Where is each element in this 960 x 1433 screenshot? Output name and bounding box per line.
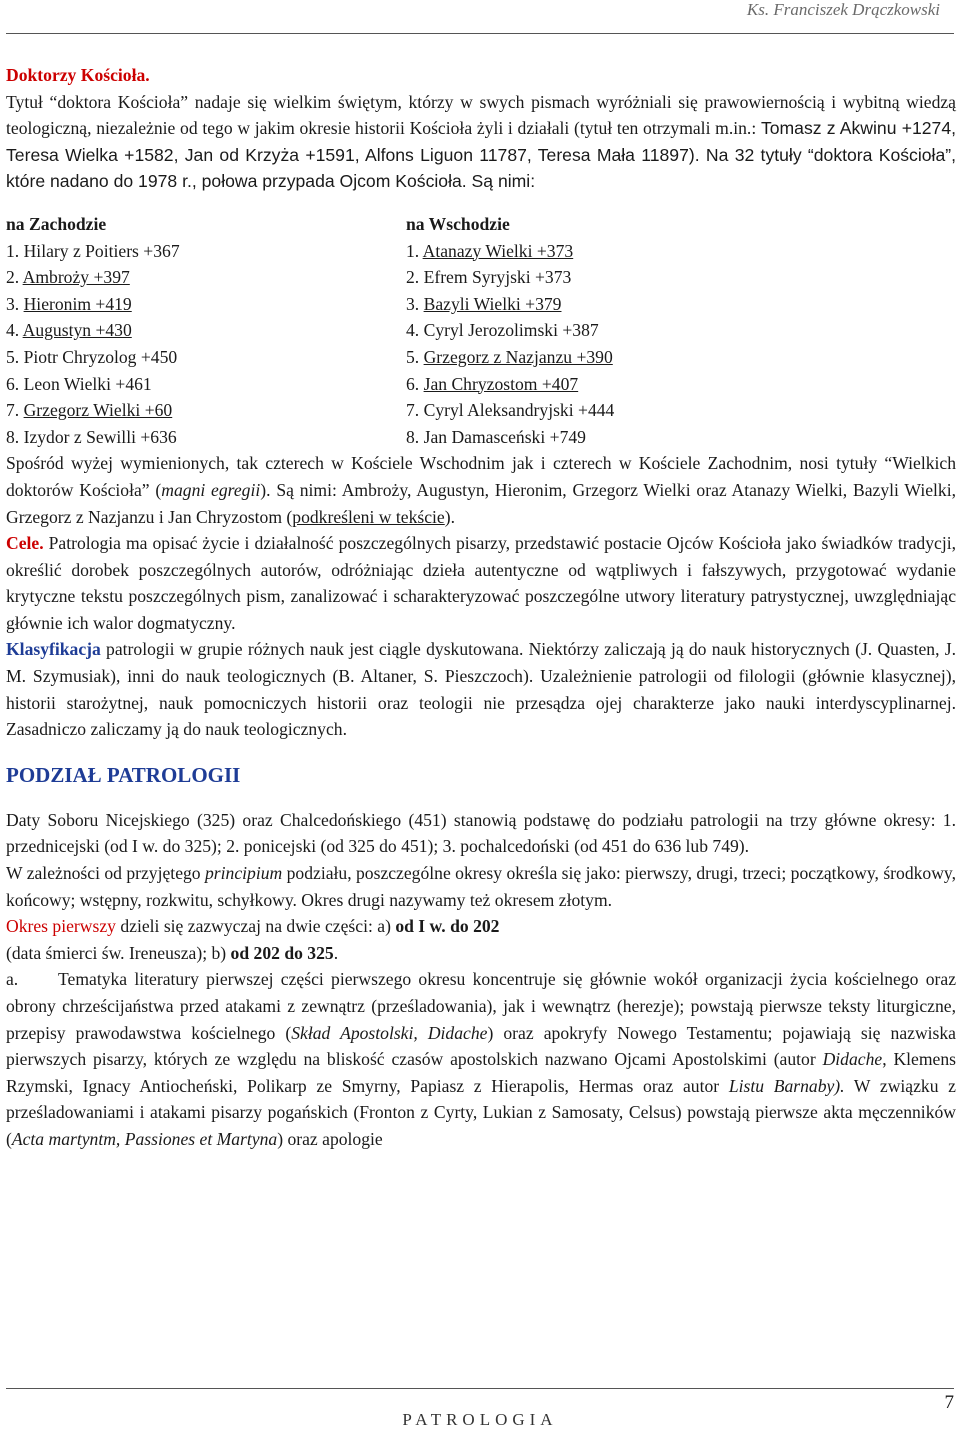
intro-end: Na 32 tytuły “doktora Kościoła”, które nadano do 1978 r., połowa przypada Ojcom Kościoła. Są nimi: bbox=[6, 144, 956, 192]
doctors-intro bbox=[6, 89, 956, 195]
page-content bbox=[6, 62, 956, 1153]
footer-rule bbox=[6, 1388, 954, 1389]
east-item: 7. Cyryl Aleksandryjski +444 bbox=[406, 400, 615, 421]
classification-label: Klasyfikacja bbox=[6, 639, 101, 660]
page-number: 7 bbox=[944, 1392, 954, 1413]
first-period-label: Okres pierwszy bbox=[6, 916, 116, 937]
part-a-paragraph: a. Tematyka literatury pierwszej części pierwszego okresu koncentruje się głównie wokół organizacji życia kościelnego oraz obrony chrześcijaństwa przed atakami z zewnątrz (prześladowania), jak i wewnątrz (herezje); powstają pierwsze teksty liturgiczne, przepisy prawodawstwa kościelnego (Skład Apostolski, Didache) oraz apokryfy Nowego Testamentu; pojawiają się nazwiska pierwszych pisarzy, których ze względu na bliskość czasów apostolskich nazwano Ojcami Apostolskimi (autor Didache, Klemens Rzymski, Ignacy Antiocheński, Polikarp ze Smyrny, Papiasz z Hierapolis, Hermas oraz autor Listu Barnaby). W związku z prześladowaniami i atakami pisarzy pogańskich (Fronton z Cyrty, Lukian z Samosaty, Celsus) powstają pierwsze akta męczenników (Acta martyntm, Passiones et Martyna) oraz apologie bbox=[6, 966, 956, 1152]
intro-sans: Tomasz z Akwinu +1274, Teresa Wielka +1582, Jan od Krzyża +1591, Alfons Liguon 11787, Teresa Mała 11897). bbox=[6, 118, 956, 165]
division-paragraph-2: W zależności od przyjętego principium podziału, poszczególne okresy określa się jako: pierwszy, drugi, trzeci; początkowy, środkowy, końcowy; wstępny, rozkwitu, schyłkowy. Okres drugi nazywamy też okresem złotym. bbox=[6, 863, 956, 910]
west-item: 6. Leon Wielki +461 bbox=[6, 373, 152, 394]
west-item: 7. Grzegorz Wielki +60 bbox=[6, 400, 173, 421]
east-item: 4. Cyryl Jerozolimski +387 bbox=[406, 320, 599, 341]
west-item: 2. Ambroży +397 bbox=[6, 267, 130, 288]
intro-serif: Tytuł “doktora Kościoła” nadaje się wielkim świętym, którzy w swych pismach wyróżniali się prawowiernością i wybitną wiedzą teologiczną, niezależnie od tego w jakim okresie historii Kościoła żyli i działali (tytuł ten otrzymali m.in.: bbox=[6, 91, 956, 139]
division-paragraph-1: Daty Soboru Nicejskiego (325) oraz Chalcedońskiego (451) stanowią podstawę do podziału patrologii na trzy główne okresy: 1. przednicejski (od I w. do 325); 2. ponicejski (od 325 do 451); 3. pochalcedoński (od 451 do 636 lub 749). bbox=[6, 809, 956, 857]
east-item: 3. Bazyli Wielki +379 bbox=[406, 293, 562, 314]
first-period-paragraph: Okres pierwszy dzieli się zazwyczaj na dwie części: a) od I w. do 202 (data śmierci św. Ireneusza); b) od 202 do 325. bbox=[6, 916, 500, 963]
west-heading: na Zachodzie bbox=[6, 213, 107, 234]
east-item: 6. Jan Chryzostom +407 bbox=[406, 373, 579, 394]
east-item: 5. Grzegorz z Nazjanzu +390 bbox=[406, 346, 613, 367]
goals-paragraph: Cele. Patrologia ma opisać życie i działalność poszczególnych pisarzy, przedstawić postacie Ojców Kościoła jako świadków tradycji, określić dorobek poszczególnych autorów, odróżniając dzieła autentyczne od wątpliwych i fałszywych, przygotować wydanie krytyczne tekstu poszczególnych pism, zanalizować i scharakteryzować poszczególne utwory literatury patrystycznej, uwzględniając głównie ich walor dogmatyczny. bbox=[6, 533, 956, 633]
running-footer-title: PATROLOGIA bbox=[402, 1410, 558, 1429]
part-a-marker: a. bbox=[6, 969, 19, 990]
header-rule bbox=[6, 33, 954, 34]
west-item: 8. Izydor z Sewilli +636 bbox=[6, 426, 177, 447]
east-heading: na Wschodzie bbox=[406, 213, 510, 234]
great-doctors-paragraph: Spośród wyżej wymienionych, tak czterech w Kościele Wschodnim jak i czterech w Kościele Zachodnim, nosi tytuły “Wielkich doktorów Kościoła” (magni egregii). Są nimi: Ambroży, Augustyn, Hieronim, Grzegorz Wielki oraz Atanazy Wielki, Bazyli Wielki, Grzegorz z Nazjanzu i Jan Chryzostom (podkreśleni w tekście). bbox=[6, 453, 956, 527]
running-header-author: Ks. Franciszek Drączkowski bbox=[746, 0, 940, 19]
classification-paragraph: Klasyfikacja patrologii w grupie różnych nauk jest ciągle dyskutowana. Niektórzy zaliczają ją do nauk historycznych (J. Quasten, J. M. Szymusiak), inni do nauk teologicznych (B. Altaner, S. Pieszczoch). Uzależnienie patrologii od filologii (głównie klasycznej), historii starożytnej, nauk pomocniczych historii oraz teologii nie przesądza ojej charakterze jako nauki interdyscyplinarnej. Zasadniczo zaliczamy ją do nauk teologicznych. bbox=[6, 639, 956, 740]
east-item: 8. Jan Damasceński +749 bbox=[406, 426, 586, 447]
doctors-title: Doktorzy Kościoła. bbox=[6, 65, 150, 85]
west-item: 5. Piotr Chryzolog +450 bbox=[6, 346, 178, 367]
east-item: 2. Efrem Syryjski +373 bbox=[406, 267, 572, 288]
west-item: 4. Augustyn +430 bbox=[6, 320, 132, 341]
west-item: 1. Hilary z Poitiers +367 bbox=[6, 240, 180, 261]
section-title: PODZIAŁ PATROLOGII bbox=[6, 762, 241, 787]
doctors-lists bbox=[6, 211, 956, 450]
east-item: 1. Atanazy Wielki +373 bbox=[406, 240, 574, 261]
east-column bbox=[406, 211, 806, 450]
west-column bbox=[6, 211, 406, 450]
west-item: 3. Hieronim +419 bbox=[6, 293, 132, 314]
goals-label: Cele. bbox=[6, 533, 44, 554]
